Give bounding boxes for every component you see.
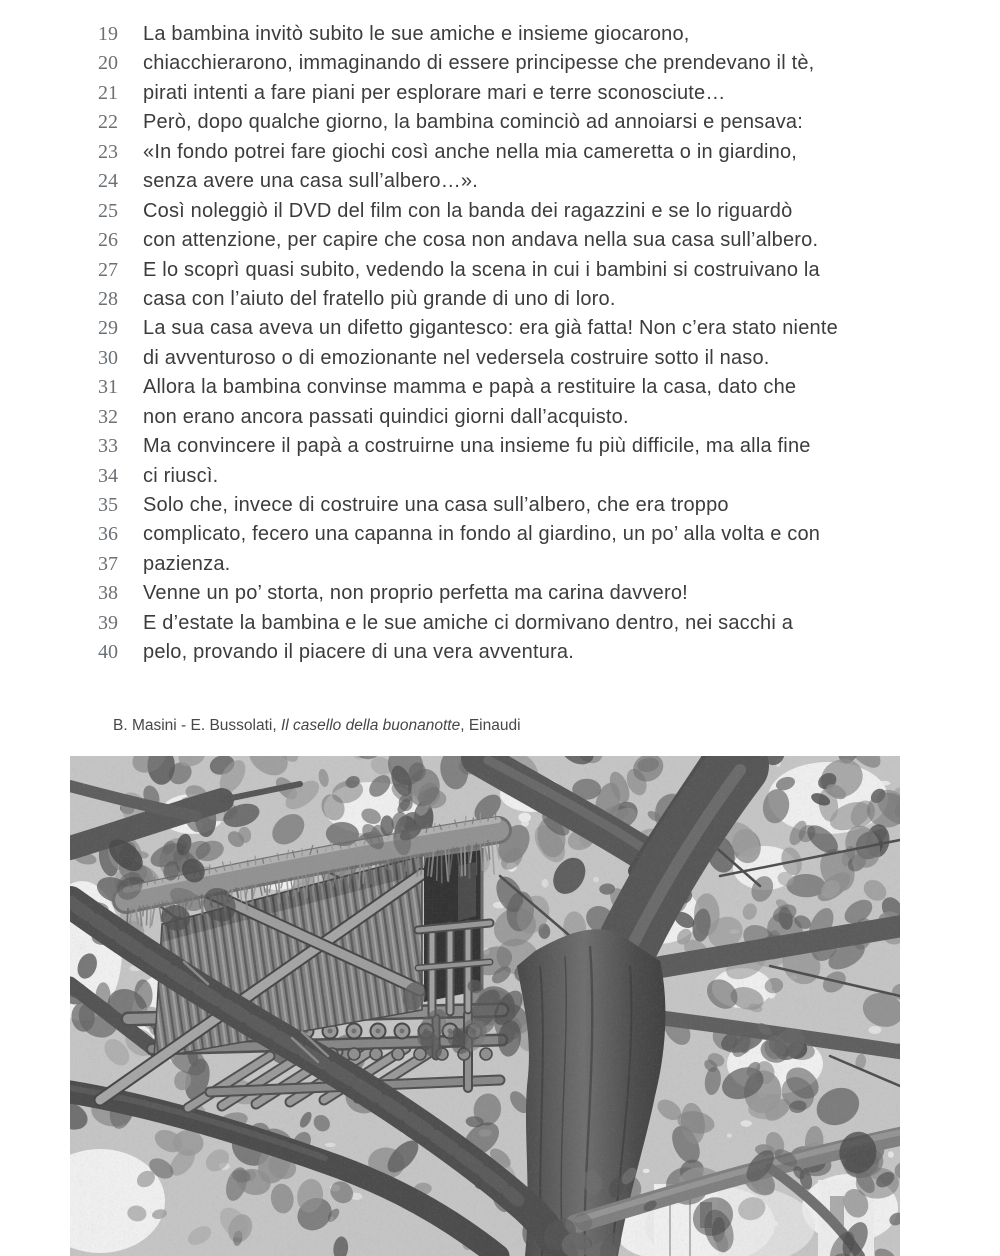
passage-line (0, 579, 1000, 608)
line-text: ci riuscì. (143, 464, 219, 487)
line-number: 19 (98, 23, 118, 45)
passage-line (0, 403, 1000, 432)
line-text: non erano ancora passati quindici giorni dall’acquisto. (143, 405, 629, 428)
line-number: 29 (98, 317, 118, 340)
line-text: casa con l’aiuto del fratello più grande di uno di loro. (143, 287, 616, 310)
line-number: 27 (98, 258, 118, 281)
line-text: con attenzione, per capire che cosa non andava nella sua casa sull’albero. (143, 229, 819, 252)
line-number: 37 (98, 552, 118, 575)
passage-line (0, 20, 1000, 49)
passage-line (0, 609, 1000, 638)
line-text: La bambina invitò subito le sue amiche e insieme giocarono, (143, 23, 690, 45)
line-number: 36 (98, 523, 118, 546)
line-text: Così noleggiò il DVD del film con la banda dei ragazzini e se lo riguardò (143, 199, 793, 222)
line-text: di avventuroso o di emozionante nel vedersela costruire sotto il naso. (143, 346, 770, 369)
line-number: 25 (98, 199, 118, 222)
line-number: 40 (98, 641, 118, 664)
line-number: 33 (98, 435, 118, 458)
attribution-authors: B. Masini - E. Bussolati, (113, 717, 281, 734)
line-text: E lo scoprì quasi subito, vedendo la scena in cui i bambini si costruivano la (143, 258, 820, 281)
line-number: 26 (98, 229, 118, 252)
passage-line (0, 462, 1000, 491)
line-number: 23 (98, 140, 118, 163)
line-number: 35 (98, 494, 118, 516)
line-text: pirati intenti a fare piani per esplorare mari e terre sconosciute… (143, 81, 726, 104)
source-attribution (113, 716, 521, 736)
passage-line (0, 373, 1000, 402)
passage-line (0, 491, 1000, 520)
line-number: 20 (98, 52, 118, 75)
passage-line (0, 108, 1000, 137)
line-text: La sua casa aveva un difetto gigantesco: era già fatta! Non c’era stato niente (143, 317, 838, 340)
passage-line (0, 638, 1000, 667)
line-text: E d’estate la bambina e le sue amiche ci dormivano dentro, nei sacchi a (143, 611, 794, 634)
reading-passage (0, 20, 1000, 668)
passage-line (0, 314, 1000, 343)
line-text: Però, dopo qualche giorno, la bambina cominciò ad annoiarsi e pensava: (143, 111, 803, 134)
passage-line (0, 79, 1000, 108)
attribution-book-title: Il casello della buonanotte (280, 717, 461, 734)
line-number: 31 (98, 376, 118, 399)
passage-line (0, 197, 1000, 226)
line-number: 24 (98, 170, 118, 193)
treehouse-photo-svg (70, 756, 900, 1256)
line-number: 38 (98, 582, 118, 605)
line-text: senza avere una casa sull’albero…». (143, 170, 478, 193)
passage-line (0, 520, 1000, 549)
treehouse-photo (70, 756, 900, 1256)
line-number: 32 (98, 405, 118, 428)
line-number: 28 (98, 287, 118, 310)
line-text: chiacchierarono, immaginando di essere principesse che prendevano il tè, (143, 52, 815, 75)
passage-line (0, 256, 1000, 285)
line-number: 30 (98, 346, 118, 369)
grain-overlay (70, 756, 900, 1256)
line-text: Ma convincere il papà a costruirne una insieme fu più difficile, ma alla fine (143, 435, 811, 458)
line-number: 39 (98, 611, 118, 634)
passage-line (0, 344, 1000, 373)
passage-line (0, 226, 1000, 255)
passage-line (0, 49, 1000, 78)
line-text: pelo, provando il piacere di una vera avventura. (143, 641, 574, 664)
line-text: complicato, fecero una capanna in fondo al giardino, un po’ alla volta e con (143, 523, 821, 546)
passage-line (0, 432, 1000, 461)
passage-line (0, 138, 1000, 167)
line-number: 34 (98, 464, 118, 487)
attribution-publisher: , Einaudi (460, 717, 521, 734)
line-number: 21 (98, 81, 118, 104)
line-text: Solo che, invece di costruire una casa sull’albero, che era troppo (143, 494, 729, 516)
passage-line (0, 167, 1000, 196)
passage-line (0, 550, 1000, 579)
line-text: pazienza. (143, 552, 231, 575)
passage-line (0, 285, 1000, 314)
line-text: Venne un po’ storta, non proprio perfetta ma carina davvero! (143, 582, 688, 605)
line-text: Allora la bambina convinse mamma e papà a restituire la casa, dato che (143, 376, 797, 399)
line-text: «In fondo potrei fare giochi così anche nella mia cameretta o in giardino, (143, 140, 798, 163)
line-number: 22 (98, 111, 118, 134)
